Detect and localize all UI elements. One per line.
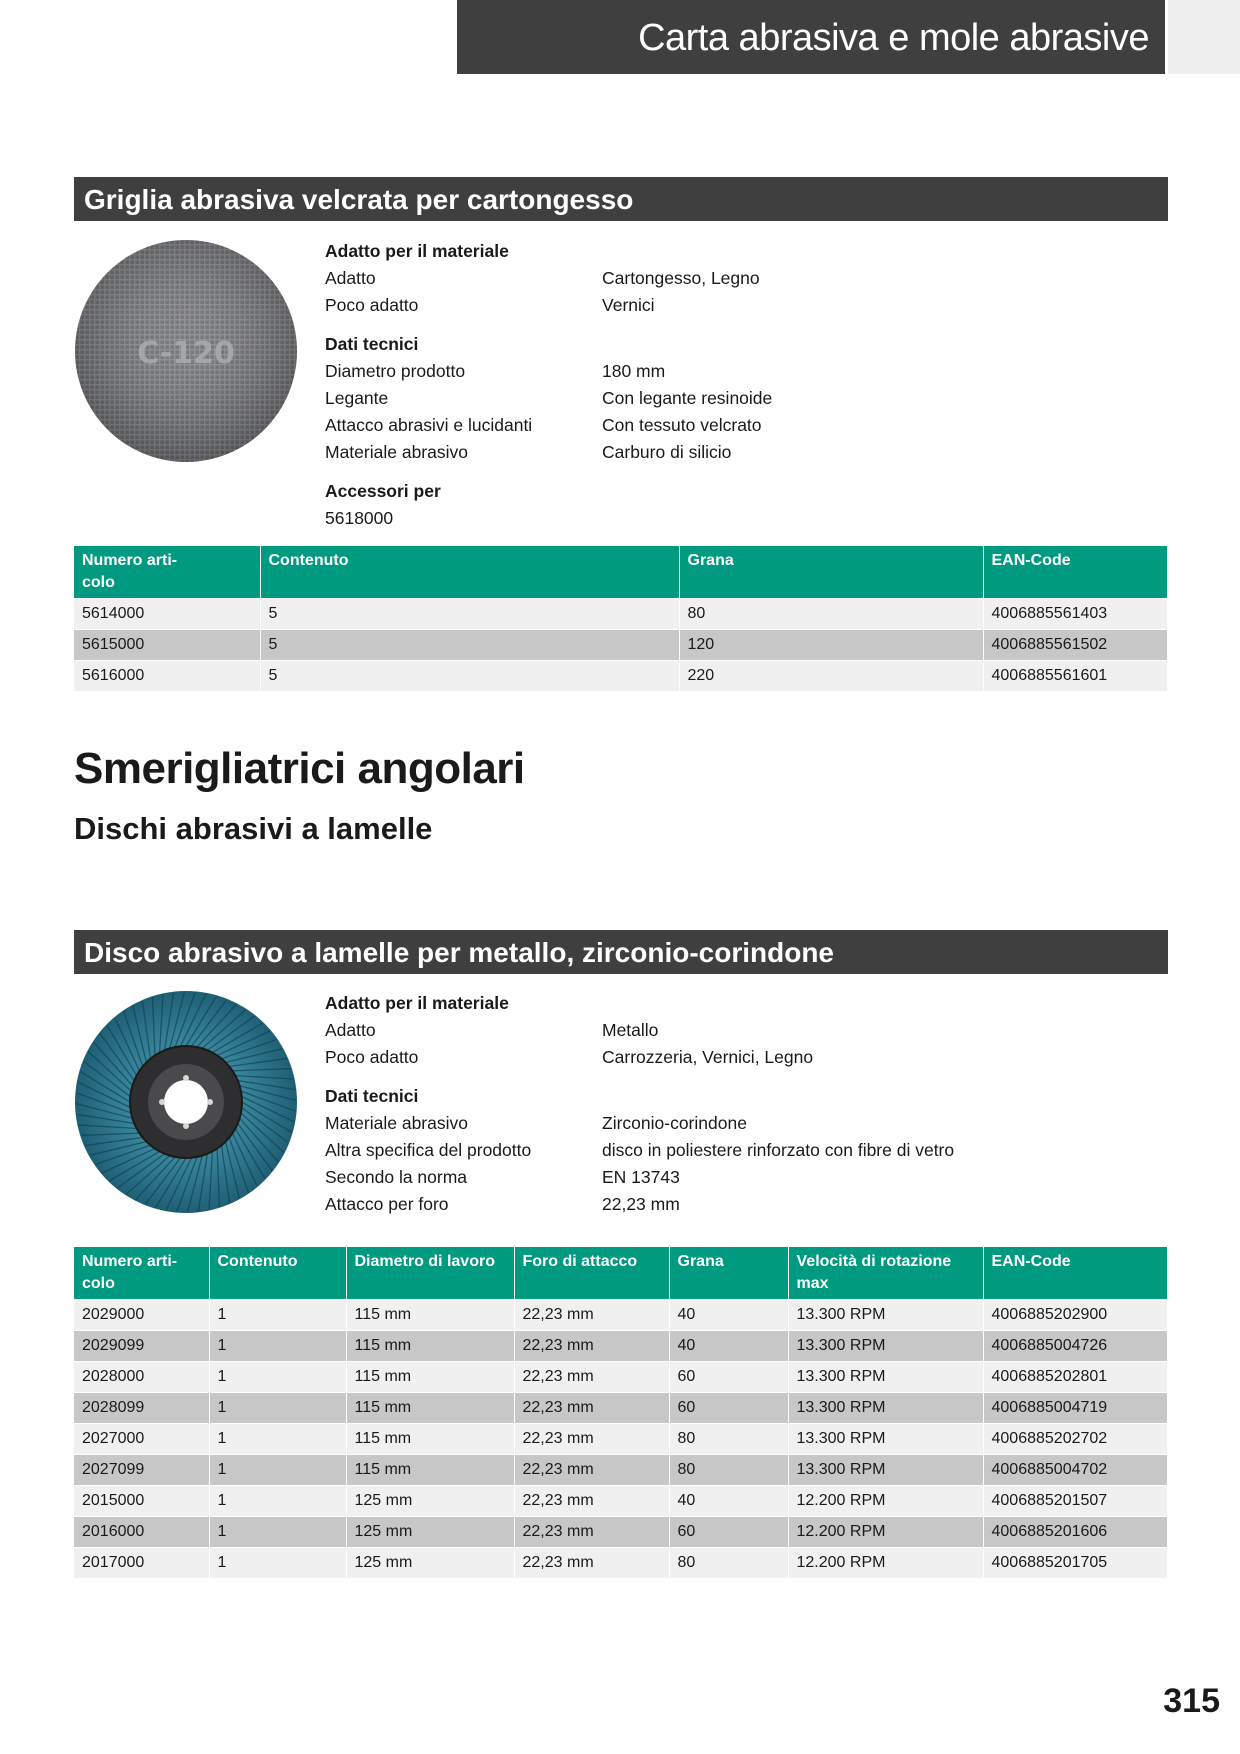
table-row <box>74 1300 1167 1331</box>
table-cell: 2028099 <box>74 1393 209 1424</box>
spec-label: Materiale abrasivo <box>325 442 468 462</box>
table-row <box>74 630 1167 661</box>
table-cell: 22,23 mm <box>514 1486 669 1517</box>
table-cell: 1 <box>209 1331 346 1362</box>
table-row <box>74 1517 1167 1548</box>
table-cell: 5615000 <box>74 630 260 661</box>
spec-list-flap-disc <box>325 990 954 1230</box>
table-cell: 40 <box>669 1331 788 1362</box>
table-cell: 1 <box>209 1393 346 1424</box>
table-cell: 4006885201507 <box>983 1486 1167 1517</box>
table-cell: 40 <box>669 1486 788 1517</box>
table-row <box>74 1455 1167 1486</box>
table-cell: 5 <box>260 599 679 630</box>
table-cell: 115 mm <box>346 1300 514 1331</box>
spec-label: Attacco abrasivi e lucidanti <box>325 415 533 435</box>
chapter-subtitle: Dischi abrasivi a lamelle <box>74 811 433 846</box>
table-cell: 2029000 <box>74 1300 209 1331</box>
spec-label: Diametro prodotto <box>325 361 466 381</box>
table-cell: 12.200 RPM <box>788 1548 983 1579</box>
table-cell: 220 <box>679 661 983 692</box>
table-cell: 4006885201606 <box>983 1517 1167 1548</box>
table-cell: 22,23 mm <box>514 1548 669 1579</box>
spec-label: Poco adatto <box>325 1047 419 1067</box>
table-row <box>74 1393 1167 1424</box>
spec-group-title: Adatto per il materiale <box>325 993 509 1013</box>
column-header: Contenuto <box>260 546 679 599</box>
table-row <box>74 661 1167 692</box>
table-row <box>74 1548 1167 1579</box>
spec-list-grid <box>325 238 772 544</box>
table-row <box>74 1486 1167 1517</box>
column-header: EAN-Code <box>983 546 1167 599</box>
spec-row <box>325 1044 954 1071</box>
column-header: Velocità di rotazione max <box>788 1247 983 1300</box>
sanding-mesh-disc-image <box>74 239 298 463</box>
spec-row <box>325 1191 954 1218</box>
spec-label: 5618000 <box>325 508 394 528</box>
spec-group <box>325 478 772 532</box>
spec-group <box>325 990 954 1071</box>
table-row <box>74 1424 1167 1455</box>
spec-group-title: Dati tecnici <box>325 334 419 354</box>
spec-row <box>325 1164 954 1191</box>
spec-label: Attacco per foro <box>325 1194 449 1214</box>
table-cell: 4006885202900 <box>983 1300 1167 1331</box>
table-cell: 4006885202801 <box>983 1362 1167 1393</box>
column-header: Grana <box>669 1247 788 1300</box>
spec-value: Metallo <box>602 1020 659 1040</box>
table-cell: 60 <box>669 1393 788 1424</box>
spec-value: Carburo di silicio <box>602 442 732 462</box>
spec-value: 22,23 mm <box>602 1194 680 1214</box>
table-cell: 4006885201705 <box>983 1548 1167 1579</box>
spec-row <box>325 1110 954 1137</box>
header-tab <box>1168 0 1240 74</box>
table-cell: 22,23 mm <box>514 1362 669 1393</box>
table-cell: 1 <box>209 1300 346 1331</box>
spec-row <box>325 1017 954 1044</box>
table-cell: 4006885004726 <box>983 1331 1167 1362</box>
spec-row <box>325 439 772 466</box>
page-header-title: Carta abrasiva e mole abrasive <box>457 0 1165 74</box>
table-cell: 40 <box>669 1300 788 1331</box>
table-cell: 120 <box>679 630 983 661</box>
table-cell: 13.300 RPM <box>788 1424 983 1455</box>
spec-value: disco in poliestere rinforzato con fibre di vetro <box>602 1140 955 1160</box>
table-cell: 2015000 <box>74 1486 209 1517</box>
spec-label: Materiale abrasivo <box>325 1113 468 1133</box>
spec-value: 180 mm <box>602 361 666 381</box>
table-cell: 4006885004702 <box>983 1455 1167 1486</box>
spec-group <box>325 238 772 319</box>
table-cell: 5614000 <box>74 599 260 630</box>
spec-group <box>325 331 772 466</box>
table-cell: 22,23 mm <box>514 1331 669 1362</box>
table-cell: 80 <box>669 1548 788 1579</box>
spec-row <box>325 265 772 292</box>
table-cell: 22,23 mm <box>514 1455 669 1486</box>
spec-label: Adatto <box>325 1020 376 1040</box>
spec-row <box>325 505 772 532</box>
table-cell: 1 <box>209 1517 346 1548</box>
column-header: Numero arti- colo <box>74 1247 209 1300</box>
chapter-title: Smerigliatrici angolari <box>74 744 525 793</box>
table-cell: 115 mm <box>346 1331 514 1362</box>
table-cell: 2027099 <box>74 1455 209 1486</box>
spec-group-title: Adatto per il materiale <box>325 241 509 261</box>
table-cell: 125 mm <box>346 1517 514 1548</box>
table-cell: 80 <box>669 1424 788 1455</box>
spec-label: Poco adatto <box>325 295 419 315</box>
section-title-flap-disc: Disco abrasivo a lamelle per metallo, zirconio-corindone <box>74 930 1168 974</box>
flap-disc-image <box>74 990 298 1214</box>
table-cell: 5 <box>260 630 679 661</box>
table-cell: 1 <box>209 1548 346 1579</box>
spec-value: Con tessuto velcrato <box>602 415 762 435</box>
spec-label: Altra specifica del prodotto <box>325 1140 532 1160</box>
spec-value: Con legante resinoide <box>602 388 773 408</box>
table-row <box>74 1331 1167 1362</box>
spec-label: Secondo la norma <box>325 1167 468 1187</box>
table-cell: 4006885561403 <box>983 599 1167 630</box>
page-number: 315 <box>1163 1682 1220 1720</box>
table-cell: 2029099 <box>74 1331 209 1362</box>
spec-label: Adatto <box>325 268 376 288</box>
column-header: EAN-Code <box>983 1247 1167 1300</box>
column-header: Contenuto <box>209 1247 346 1300</box>
table-cell: 115 mm <box>346 1424 514 1455</box>
table-cell: 5 <box>260 661 679 692</box>
table-cell: 13.300 RPM <box>788 1393 983 1424</box>
column-header: Diametro di lavoro <box>346 1247 514 1300</box>
table-cell: 13.300 RPM <box>788 1362 983 1393</box>
table-row <box>74 1362 1167 1393</box>
section-title-grid: Griglia abrasiva velcrata per cartongesso <box>74 177 1168 221</box>
table-cell: 4006885561502 <box>983 630 1167 661</box>
table-cell: 1 <box>209 1362 346 1393</box>
spec-value: Carrozzeria, Vernici, Legno <box>602 1047 814 1067</box>
table-cell: 115 mm <box>346 1455 514 1486</box>
spec-value: EN 13743 <box>602 1167 680 1187</box>
table-cell: 1 <box>209 1486 346 1517</box>
spec-row <box>325 1137 954 1164</box>
table-cell: 115 mm <box>346 1362 514 1393</box>
table-cell: 2016000 <box>74 1517 209 1548</box>
table-cell: 4006885004719 <box>983 1393 1167 1424</box>
table-cell: 60 <box>669 1362 788 1393</box>
spec-value: Zirconio-corindone <box>602 1113 747 1133</box>
table-cell: 22,23 mm <box>514 1424 669 1455</box>
column-header: Numero arti- colo <box>74 546 260 599</box>
table-cell: 80 <box>679 599 983 630</box>
table-cell: 22,23 mm <box>514 1517 669 1548</box>
table-cell: 80 <box>669 1455 788 1486</box>
spec-row <box>325 292 772 319</box>
table-cell: 4006885561601 <box>983 661 1167 692</box>
spec-group <box>325 1083 954 1218</box>
table-cell: 13.300 RPM <box>788 1300 983 1331</box>
table-cell: 2027000 <box>74 1424 209 1455</box>
column-header: Grana <box>679 546 983 599</box>
table-cell: 115 mm <box>346 1393 514 1424</box>
table-cell: 12.200 RPM <box>788 1486 983 1517</box>
table-row <box>74 599 1167 630</box>
table-cell: 2028000 <box>74 1362 209 1393</box>
table-cell: 4006885202702 <box>983 1424 1167 1455</box>
spec-value: Vernici <box>602 295 655 315</box>
table-cell: 2017000 <box>74 1548 209 1579</box>
spec-label: Legante <box>325 388 389 408</box>
disc-grit-label: C-120 <box>137 336 235 371</box>
table-cell: 1 <box>209 1455 346 1486</box>
table-cell: 1 <box>209 1424 346 1455</box>
spec-group-title: Dati tecnici <box>325 1086 419 1106</box>
table-cell: 22,23 mm <box>514 1393 669 1424</box>
table-cell: 125 mm <box>346 1486 514 1517</box>
table-cell: 12.200 RPM <box>788 1517 983 1548</box>
article-table-grid <box>74 546 1167 691</box>
table-cell: 13.300 RPM <box>788 1455 983 1486</box>
spec-row <box>325 412 772 439</box>
article-table-flap-disc <box>74 1247 1167 1578</box>
table-cell: 22,23 mm <box>514 1300 669 1331</box>
table-cell: 60 <box>669 1517 788 1548</box>
spec-value: Cartongesso, Legno <box>602 268 760 288</box>
column-header: Foro di attacco <box>514 1247 669 1300</box>
spec-row <box>325 358 772 385</box>
table-cell: 125 mm <box>346 1548 514 1579</box>
spec-row <box>325 385 772 412</box>
spec-group-title: Accessori per <box>325 481 441 501</box>
table-cell: 5616000 <box>74 661 260 692</box>
table-cell: 13.300 RPM <box>788 1331 983 1362</box>
